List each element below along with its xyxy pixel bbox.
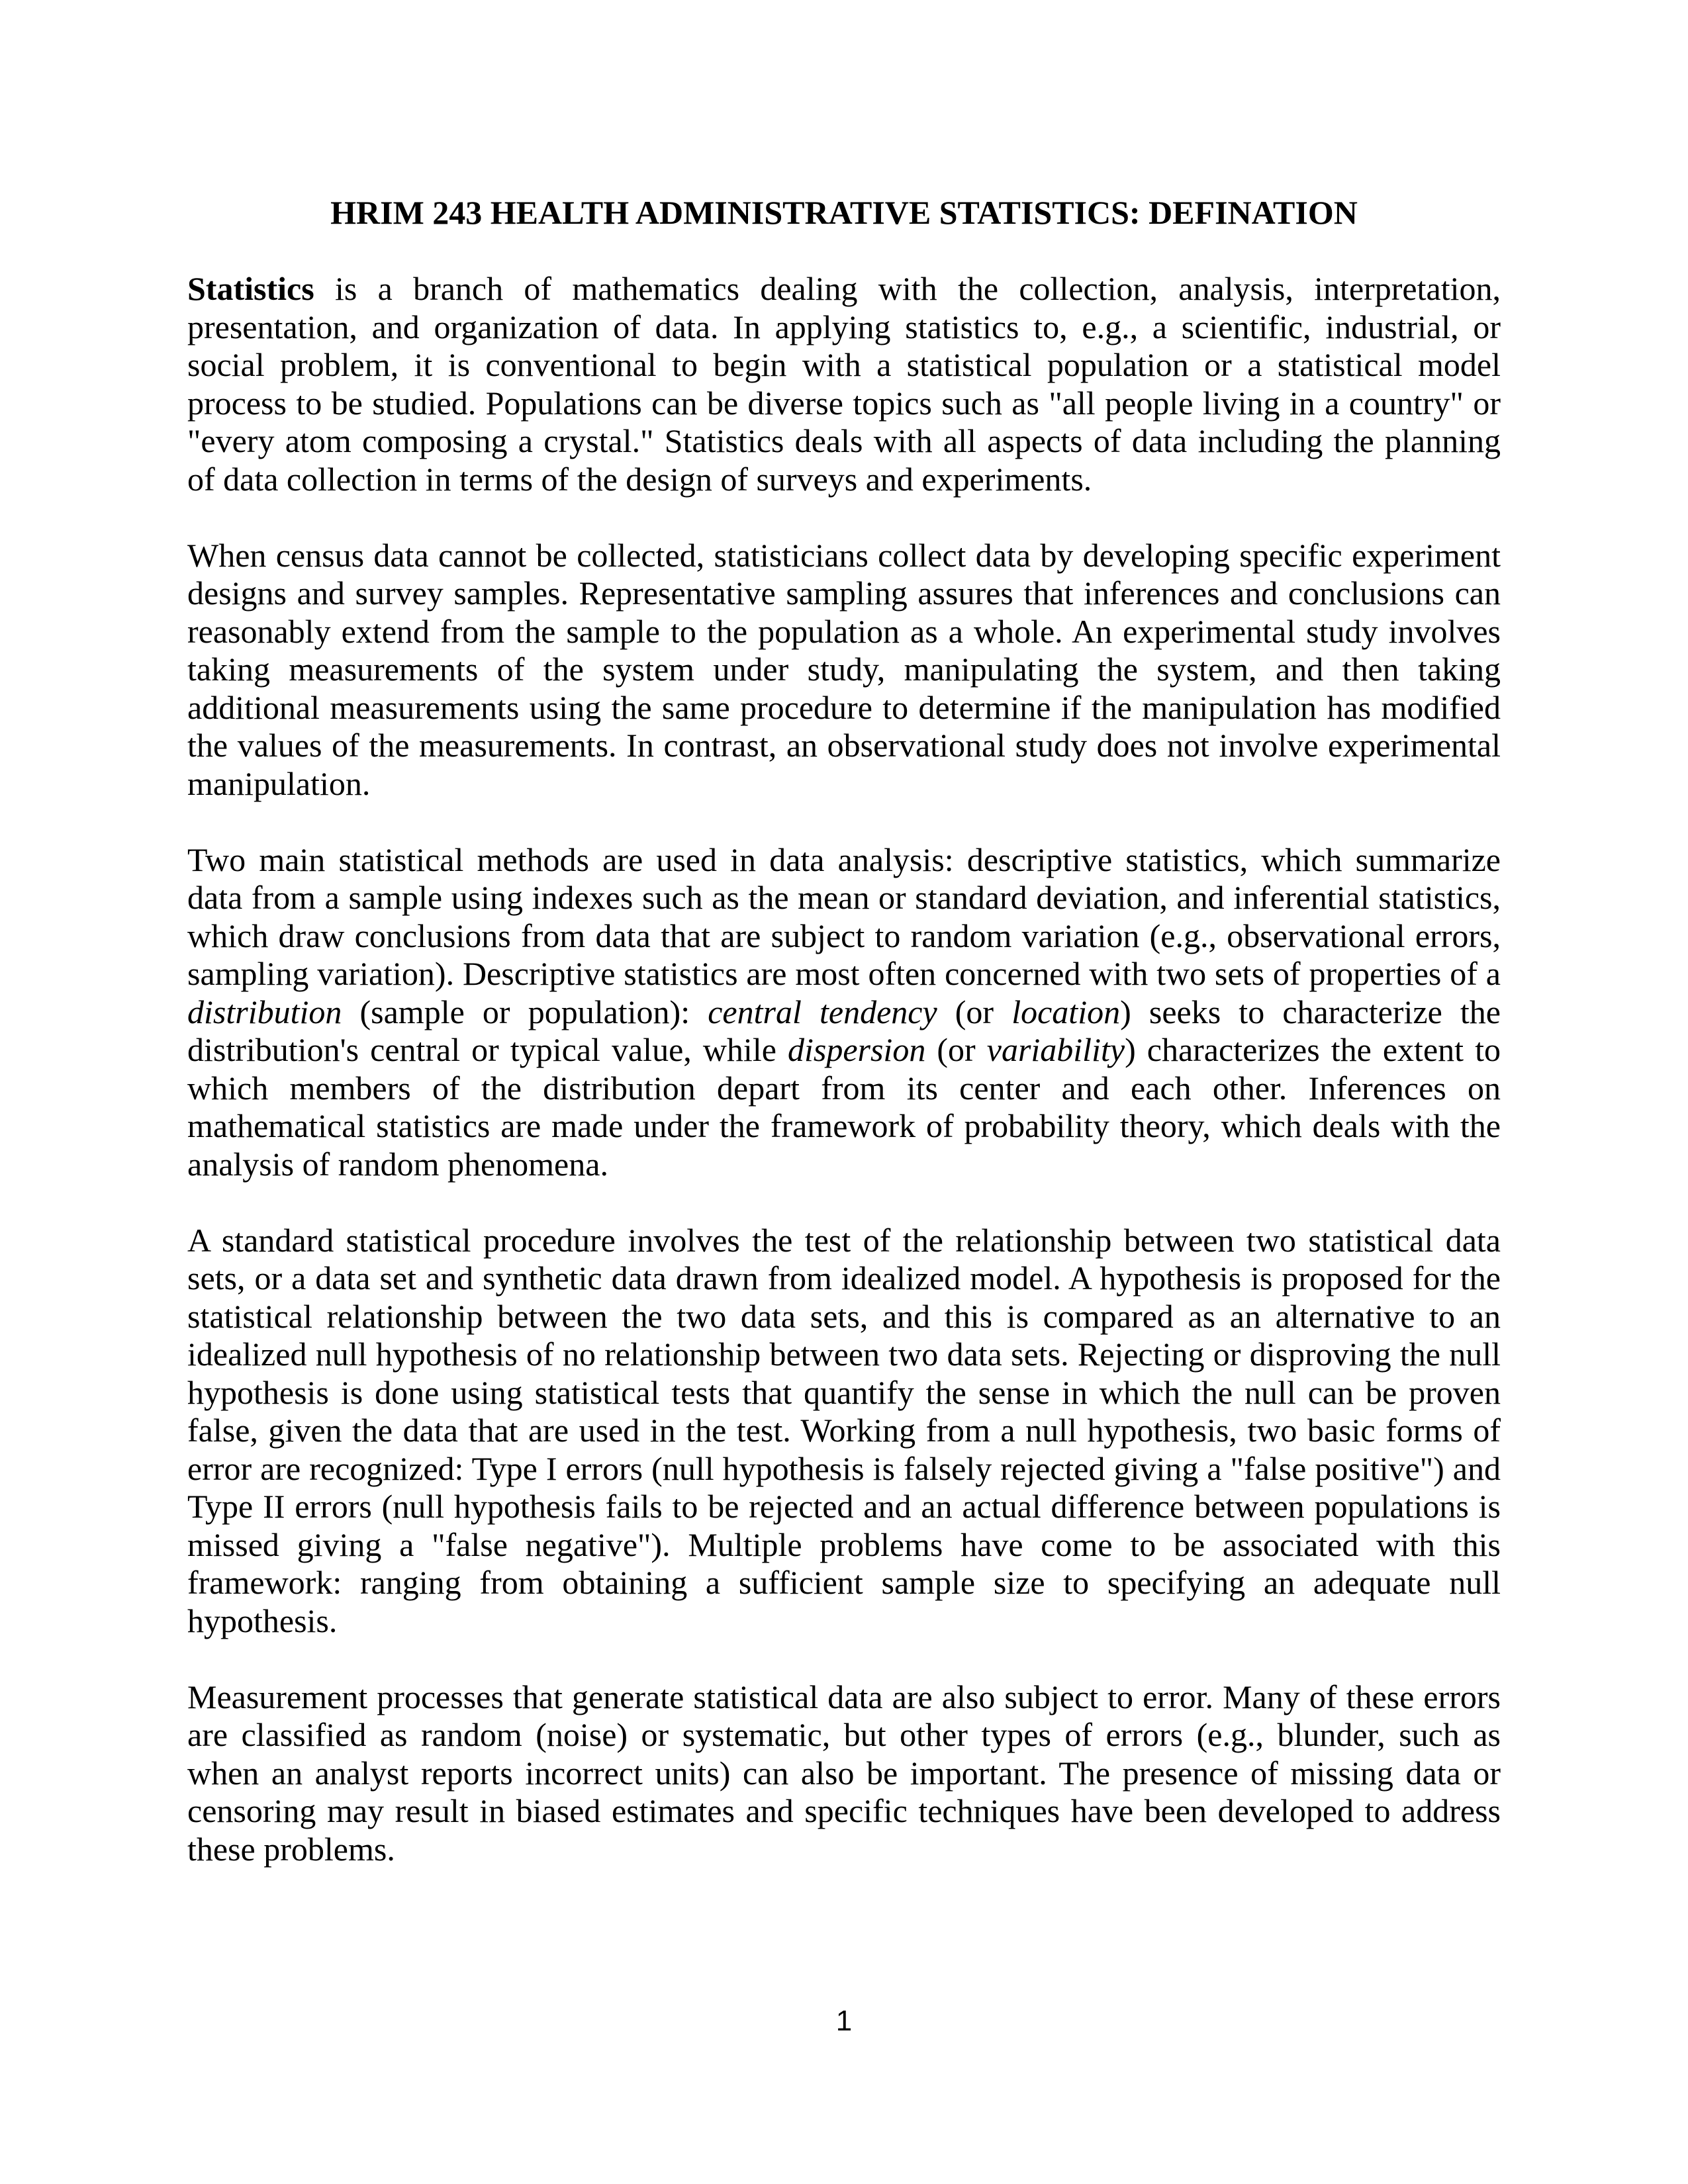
text-run-bold: Statistics [187, 270, 314, 307]
text-run: is a branch of mathematics dealing with the collection, analysis, interpretation, presentation, and organization of data. In applying statistics to, e.g., a scientific, industrial, or social problem, it is conventional to begin with a statistical population or a statistical model process to be studied. Populations can be diverse topics such as "all people living in a country" or "every atom composing a crystal." Statistics deals with all aspects of data including the planning of data collection in terms of the design of surveys and experiments. [187, 270, 1501, 498]
paragraph-3 [187, 841, 1501, 1184]
paragraph-5 [187, 1678, 1501, 1869]
text-run-italic: location [1011, 993, 1121, 1030]
text-run-italic: distribution [187, 993, 342, 1030]
text-run-italic: dispersion [787, 1031, 926, 1068]
text-run: A standard statistical procedure involves the test of the relationship between two statistical data sets, or a data set and synthetic data drawn from idealized model. A hypothesis is proposed for the statistical relationship between the two data sets, and this is compared as an alternative to an idealized null hypothesis of no relationship between two data sets. Rejecting or disproving the null hypothesis is done using statistical tests that quantify the sense in which the null can be proven false, given the data that are used in the test. Working from a null hypothesis, two basic forms of error are recognized: Type I errors (null hypothesis is falsely rejected giving a "false positive") and Type II errors (null hypothesis fails to be rejected and an actual difference between populations is missed giving a "false negative"). Multiple problems have come to be associated with this framework: ranging from obtaining a sufficient sample size to specifying an adequate null hypothesis. [187, 1221, 1501, 1639]
page-footer [0, 2004, 1688, 2038]
paragraph-4 [187, 1222, 1501, 1641]
text-run: ) seeks to characterize the distribution's central or typical value, while [187, 993, 1501, 1068]
text-run: Two main statistical methods are used in data analysis: descriptive statistics, which summarize data from a sample using indexes such as the mean or standard deviation, and inferential statistics, which draw conclusions from data that are subject to random variation (e.g., observational errors, sampling variation). Descriptive statistics are most often concerned with two sets of properties of a [187, 841, 1501, 992]
text-run: When census data cannot be collected, statisticians collect data by developing specific experiment designs and survey samples. Representative sampling assures that inferences and conclusions can reasonably extend from the sample to the population as a whole. An experimental study involves taking measurements of the system under study, manipulating the system, and then taking additional measurements using the same procedure to determine if the manipulation has modified the values of the measurements. In contrast, an observational study does not involve experimental manipulation. [187, 536, 1501, 802]
text-run: (or [937, 993, 1012, 1030]
text-run-italic: variability [986, 1031, 1125, 1068]
paragraph-1 [187, 270, 1501, 498]
text-run-italic: central tendency [708, 993, 937, 1030]
text-run: Measurement processes that generate statistical data are also subject to error. Many of these errors are classified as random (noise) or systematic, but other types of errors (e.g., blunder, such as when an analyst reports incorrect units) can also be important. The presence of missing data or censoring may result in biased estimates and specific techniques have been developed to address these problems. [187, 1678, 1501, 1868]
text-run: (sample or population): [342, 993, 708, 1030]
paragraph-2 [187, 537, 1501, 803]
document-title: HRIM 243 HEALTH ADMINISTRATIVE STATISTICS: DEFINATION [330, 194, 1358, 231]
text-run: (or [925, 1031, 987, 1068]
document-body [187, 194, 1501, 1868]
page-number: 1 [835, 2005, 853, 2037]
text-run: ) characterizes the extent to which members of the distribution depart from its center and each other. Inferences on mathematical statistics are made under the framework of probability theory, which deals with the analysis of random phenomena. [187, 1031, 1501, 1183]
